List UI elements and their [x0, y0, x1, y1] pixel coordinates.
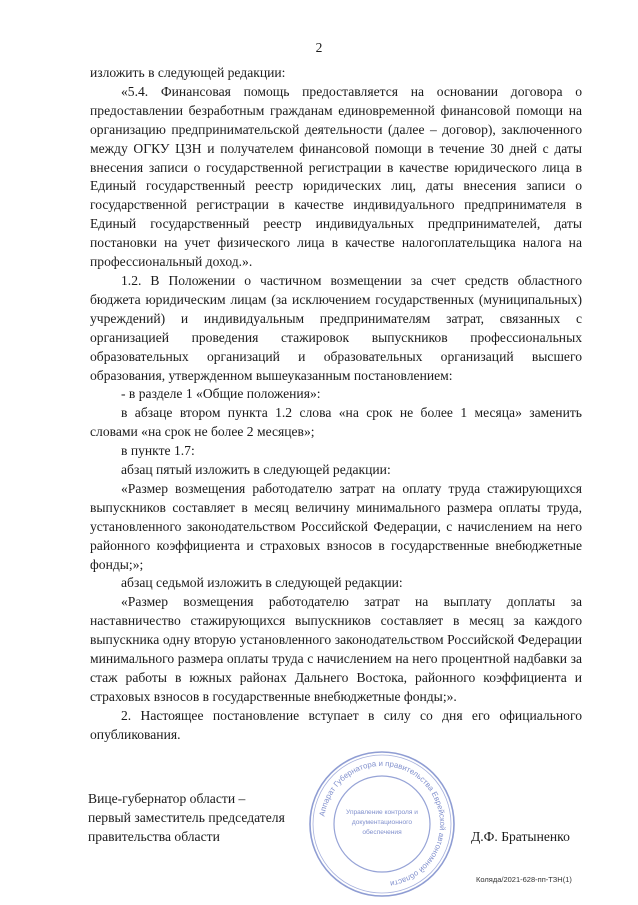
svg-text:Аппарат Губернатора и правител: Аппарат Губернатора и правительства Еврейской автономной области [317, 758, 448, 889]
signature-block [88, 790, 318, 847]
svg-text:обеспечения: обеспечения [362, 829, 402, 836]
signer-position-line: первый заместитель председателя [88, 809, 285, 825]
body-paragraph: - в разделе 1 «Общие положения»: [121, 386, 321, 402]
document-code: Коляда/2021-628-пп-ТЗН(1) [476, 875, 572, 884]
body-paragraph: в пункте 1.7: [121, 443, 195, 459]
svg-text:Управление контроля и: Управление контроля и [346, 809, 418, 816]
body-paragraph: изложить в следующей редакции: [90, 65, 286, 80]
body-paragraph: в абзаце втором пункта 1.2 слова «на срок не более 1 месяца» заменить словами «на срок не более 2 месяцев»; [90, 405, 582, 440]
body-paragraph: 2. Настоящее постановление вступает в силу со дня его официального опубликования. [90, 707, 582, 742]
signer-position-line: правительства области [88, 828, 220, 844]
body-paragraph: абзац пятый изложить в следующей редакции: [121, 462, 391, 478]
svg-text:документационного: документационного [351, 819, 413, 826]
body-paragraph: «Размер возмещения работодателю затрат на выплату доплаты за наставничество стажирующихся выпускников составляет в месяц за каждого выпускника одну вторую установленного законодательством Российской Федерации минимального размера оплаты труда с начислением на него процентной надбавки за стаж работы в южных районах Дальнего Востока, районного коэффициента и страховых взносов в государственные внебюджетные фонды;». [90, 594, 582, 704]
document-body [90, 64, 582, 745]
body-paragraph: 1.2. В Положении о частичном возмещении за счет средств областного бюджета юридическим лицам (за исключением государственных (муниципальных) учреждений) и индивидуальным предпринимателям затрат, связанных с организацией проведения стажировок выпускников профессиональных образовательных организаций и образовательных организаций высшего образования, утвержденном вышеуказанным постановлением: [90, 272, 582, 383]
body-paragraph: «5.4. Финансовая помощь предоставляется на основании договора о предоставлении безработным гражданам единовременной финансовой помощи на организацию предпринимательской деятельности (далее – договор), заключенного между ОГКУ ЦЗН и получателем финансовой помощи в течение 30 дней с даты внесения записи о государственной регистрации в качестве юридического лица в Единый государственный реестр юридических лиц, даты внесения записи о государственной регистрации в качестве индивидуального предпринимателя в Единый государственный реестр индивидуальных предпринимателей, даты постановки на учет физического лица в качестве налогоплательщика налога на профессиональный доход.». [90, 83, 582, 270]
body-paragraph: абзац седьмой изложить в следующей редакции: [121, 575, 403, 591]
stamp-seal-icon [306, 748, 458, 900]
signer-name: Д.Ф. Братыненко [471, 829, 570, 844]
signer-position-line: Вице-губернатор области – [88, 791, 246, 806]
page-number: 2 [315, 40, 323, 55]
official-stamp [306, 748, 458, 900]
body-paragraph: «Размер возмещения работодателю затрат на оплату труда стажирующихся выпускников составляет в месяц величину минимального размера оплаты труда, установленного законодательством Российской Федерации, с начислением на него районного коэффициента и страховых взносов в государственные внебюджетные фонды;»; [90, 480, 582, 572]
